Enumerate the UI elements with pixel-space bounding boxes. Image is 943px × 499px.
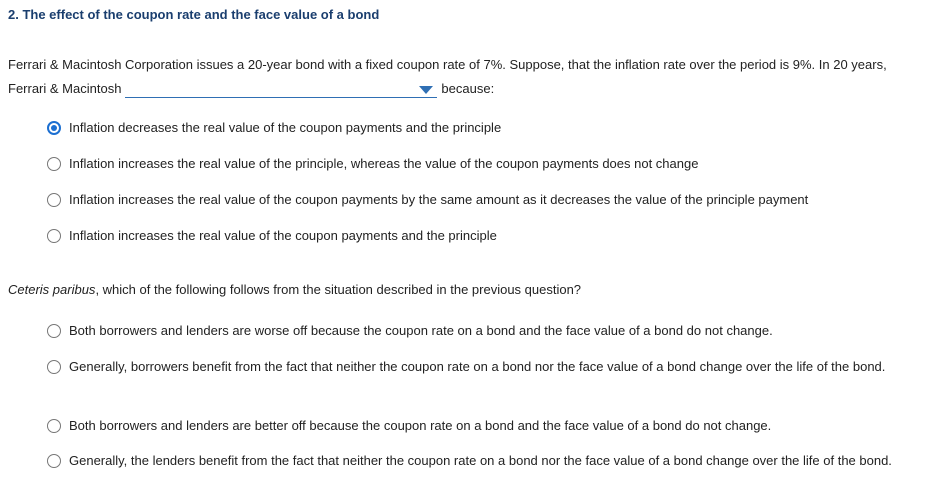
- q1-option-3[interactable]: [47, 193, 808, 212]
- q2-option-2-label: Generally, borrowers benefit from the fact that neither the coupon rate on a bond nor the face value of a bond change over the life of the bond.: [69, 359, 886, 374]
- q1-option-1[interactable]: [47, 121, 501, 140]
- q1-option-2[interactable]: [47, 157, 698, 176]
- q2-option-3-label: Both borrowers and lenders are better off because the coupon rate on a bond and the face value of a bond do not change.: [69, 418, 772, 433]
- question-1-text-before: Ferrari & Macintosh Corporation issues a 20-year bond with a fixed coupon rate of 7%. Suppose, that the inflation rate over the period is 9%. In 20 years, Ferrari & Macintosh: [8, 57, 887, 96]
- q1-option-4-label: Inflation increases the real value of the coupon payments and the principle: [69, 228, 497, 243]
- question-2-prompt-rest: , which of the following follows from the situation described in the previous question?: [95, 282, 582, 297]
- q2-option-3[interactable]: [47, 419, 904, 438]
- radio-button[interactable]: [47, 419, 61, 433]
- q2-option-1[interactable]: [47, 324, 904, 343]
- q2-option-4-label: Generally, the lenders benefit from the fact that neither the coupon rate on a bond nor the face value of a bond change over the life of the bond.: [69, 453, 892, 468]
- radio-button[interactable]: [47, 360, 61, 374]
- q1-option-1-label: Inflation decreases the real value of the coupon payments and the principle: [69, 120, 502, 135]
- page-title: 2. The effect of the coupon rate and the face value of a bond: [8, 7, 380, 22]
- q1-option-2-label: Inflation increases the real value of the principle, whereas the value of the coupon payments does not change: [69, 156, 699, 171]
- radio-button[interactable]: [47, 193, 61, 207]
- q2-option-1-label: Both borrowers and lenders are worse off because the coupon rate on a bond and the face value of a bond do not change.: [69, 323, 773, 338]
- q2-option-4[interactable]: [47, 454, 904, 473]
- radio-button[interactable]: [47, 324, 61, 338]
- q1-option-4[interactable]: [47, 229, 497, 248]
- chevron-down-icon[interactable]: [419, 86, 433, 94]
- question-1-text: [8, 53, 928, 101]
- q1-option-3-label: Inflation increases the real value of the coupon payments by the same amount as it decreases the value of the principle payment: [69, 192, 809, 207]
- question-2-prompt: [8, 278, 581, 302]
- q2-option-2[interactable]: [47, 360, 904, 379]
- question-2-prompt-italic: Ceteris paribus: [8, 282, 96, 297]
- radio-button[interactable]: [47, 454, 61, 468]
- question-1-text-after: because:: [441, 81, 495, 96]
- radio-button[interactable]: [47, 157, 61, 171]
- radio-button-selected[interactable]: [47, 121, 61, 135]
- answer-dropdown[interactable]: [125, 77, 437, 98]
- radio-button[interactable]: [47, 229, 61, 243]
